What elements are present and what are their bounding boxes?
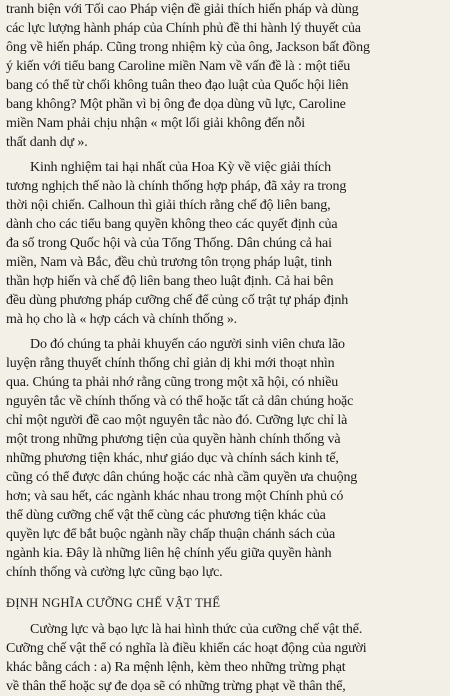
text-line: luyện rằng thuyết chính thống chỉ giản dị khi mới thoạt nhìn — [6, 356, 335, 371]
text-line: miền Nam phải chịu nhận « một lối giải không đến nỗi — [6, 116, 305, 131]
text-line: ông về hiến pháp. Cũng trong nhiệm kỳ của ông, Jackson bất đồng — [6, 40, 370, 55]
text-line: tranh biện với Tối cao Pháp viện đề giải thích hiến pháp và dùng — [6, 2, 359, 17]
text-line: mà họ cho là « hợp cách và chính thống ». — [6, 312, 238, 327]
text-line: thần hợp hiến và chế độ liên bang theo luật định. Cả hai bên — [6, 274, 334, 289]
text-line: về thân thể hoặc sự đe dọa sẽ có những trừng phạt về thân thể, — [6, 679, 346, 694]
text-line: Do đó chúng ta phải khuyến cáo người sinh viên chưa lão — [30, 337, 345, 352]
text-line: bang không? Một phần vì bị ông đe dọa dùng vũ lực, Caroline — [6, 97, 346, 112]
text-line: miền, Nam và Bắc, đều chủ trương tôn trọng pháp luật, tinh — [6, 255, 332, 270]
text-line: tương nghịch thế nào là chính thống hợp pháp, đã xảy ra trong — [6, 179, 347, 194]
text-line: Cường lực và bạo lực là hai hình thức của cưỡng chế vật thể. — [30, 622, 363, 637]
text-line: dành cho các tiểu bang quyền không theo các quyết định của — [6, 217, 338, 232]
text-line: chỉ một người đề cao một nguyên tắc nào đó. Cưỡng lực chỉ là — [6, 413, 348, 428]
text-line: Cưỡng chế vật thể có nghĩa là điều khiển các hoạt động của người — [6, 641, 367, 656]
text-line: Kinh nghiệm tai hại nhất của Hoa Kỳ về việc giải thích — [30, 160, 331, 175]
text-line: ngành kia. Đây là những liên hệ chính yếu giữa quyền hành — [6, 546, 332, 561]
text-line: thất danh dự ». — [6, 135, 88, 150]
text-line: chính thống và cường lực cũng bạo lực. — [6, 565, 223, 580]
text-line: các lực lượng hành pháp của Chính phủ đề thi hành lý thuyết của — [6, 21, 361, 36]
text-line: cũng có thể được dân chúng hoặc các nhà cầm quyền ưa chuộng — [6, 470, 358, 485]
text-line: đều dùng phương pháp cưỡng chế để củng cố trật tự pháp định — [6, 293, 349, 308]
text-line: quyền lực để bắt buộc ngành nầy chấp thuận chánh sách của — [6, 527, 336, 542]
section-heading: ĐỊNH NGHĨA CƯỠNG CHẾ VẬT THỂ — [6, 596, 221, 610]
text-line: thể dùng cưỡng chế vật thể cùng các phương tiện khác của — [6, 508, 326, 523]
text-line: ý kiến với tiểu bang Caroline miền Nam về vấn đề là : một tiểu — [6, 59, 351, 74]
text-line: qua. Chúng ta phải nhớ rằng cũng trong một xã hội, có nhiều — [6, 375, 339, 390]
text-line: đa số trong Quốc hội và của Tổng Thống. Dân chúng cả hai — [6, 236, 332, 251]
text-line: những phương tiện khác, như giáo dục và chính sách kinh tế, — [6, 451, 339, 466]
text-line: thời nội chiến. Calhoun thì giải thích rằng chế độ liên bang, — [6, 198, 331, 213]
text-line: một trong những phương tiện của quyền hành chính thống và — [6, 432, 341, 447]
text-line: bang có thể từ chối không tuân theo đạo luật của Quốc hội liên — [6, 78, 349, 93]
text-line: khác bằng cách : a) Ra mệnh lệnh, kèm theo những trừng phạt — [6, 660, 346, 675]
text-line: hơn; và sau hết, các ngành khác nhau trong một Chính phủ có — [6, 489, 344, 504]
text-line: nguyên tắc về chính thống và có thể hoặc tất cả dân chúng hoặc — [6, 394, 354, 409]
